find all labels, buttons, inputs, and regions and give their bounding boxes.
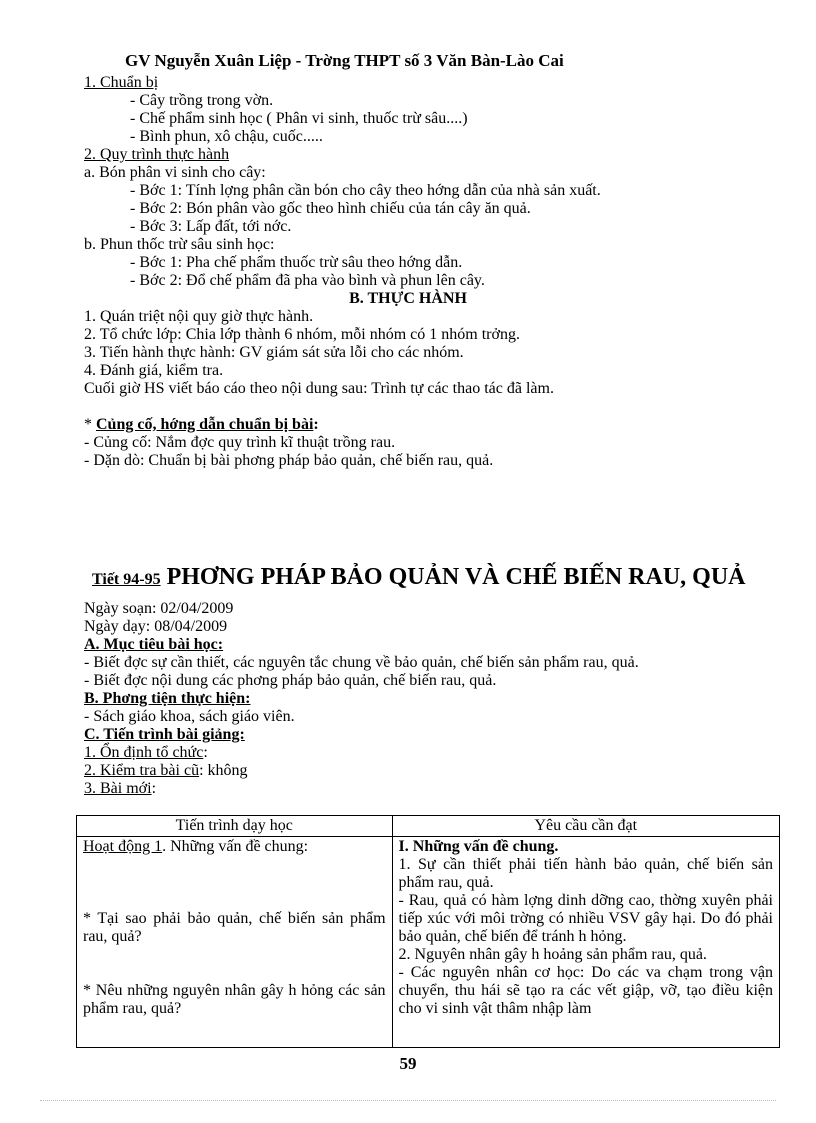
col-header-process: Tiến trình dạy học [77, 816, 393, 837]
requirement-paragraph: 2. Nguyên nhân gây h hoảng sản phẩm rau, quả. [398, 946, 707, 963]
prep-item: - Chế phẩm sinh học ( Phân vi sinh, thuốc trừ sâu....) [130, 110, 468, 127]
process-a-step: - Bớc 3: Lấp đất, tới nớc. [130, 218, 292, 235]
consolidate-item: - Dặn dò: Chuẩn bị bài phơng pháp bảo quản, chế biến rau, quả. [84, 452, 494, 469]
practice-item: 3. Tiến hành thực hành: GV giám sát sửa lỗi cho các nhóm. [84, 344, 464, 361]
process-a-step: - Bớc 1: Tính lợng phân cần bón cho cây theo hớng dẫn của nhà sản xuất. [130, 182, 601, 199]
prep-item: - Bình phun, xô chậu, cuốc..... [130, 128, 323, 145]
requirements-cell [392, 837, 779, 1048]
process-b-step: - Bớc 1: Pha chế phẩm thuốc trừ sâu theo hớng dẫn. [130, 254, 463, 271]
objective-item: - Biết đợc sự cần thiết, các nguyên tắc chung về bảo quản, chế biến sản phẩm rau, quả. [84, 654, 639, 671]
objective-item: - Biết đợc nội dung các phơng pháp bảo quản, chế biến rau, quả. [84, 672, 497, 689]
date-prepared: Ngày soạn: 02/04/2009 [84, 600, 234, 617]
procedure-step-2: 2. Kiểm tra bài cũ: không [84, 762, 248, 779]
practice-heading: B. THỰC HÀNH [349, 290, 467, 307]
procedure-step-1: 1. Ổn định tổ chức: [84, 744, 208, 761]
process-heading: 2. Quy trình thực hành [84, 146, 230, 163]
prep-item: - Cây trồng trong vờn. [130, 92, 274, 109]
activity-title: Hoạt động 1. Những vấn đề chung: [83, 838, 309, 855]
date-taught: Ngày dạy: 08/04/2009 [84, 618, 228, 635]
question-2: * Nêu những nguyên nhân gây h hỏng các sản phẩm rau, quả? [83, 982, 386, 1017]
practice-item: 2. Tổ chức lớp: Chia lớp thành 6 nhóm, mỗi nhóm có 1 nhóm trởng. [84, 326, 520, 343]
lesson-period: Tiết 94-95 [92, 571, 161, 588]
section-title: I. Những vấn đề chung. [398, 838, 559, 855]
requirement-paragraph: - Các nguyên nhân cơ học: Do các va chạm trong vận chuyển, thu hái sẽ tạo ra các vết giập, vỡ, tạo điều kiện cho vi sinh vật thâm nhập làm [398, 964, 773, 1017]
process-a-step: - Bớc 2: Bón phân vào gốc theo hình chiếu của tán cây ăn quả. [130, 200, 531, 217]
lesson-title: Tiết 94-95 PHƠNG PHÁP BẢO QUẢN VÀ CHẾ BIẾN RAU, QUẢ [92, 564, 746, 590]
practice-closing: Cuối giờ HS viết báo cáo theo nội dung sau: Trình tự các thao tác đã làm. [84, 380, 554, 397]
requirement-paragraph: - Rau, quả có hàm lợng dinh dỡng cao, thờng xuyên phải tiếp xúc với môi trờng có nhiều VSV gây hại. Do đó phải bảo quản, chế biến để tránh h hỏng. [398, 892, 773, 945]
col-header-requirements: Yêu cầu cần đạt [392, 816, 779, 837]
lesson-table [76, 815, 780, 1048]
materials-item: - Sách giáo khoa, sách giáo viên. [84, 708, 295, 725]
procedure-heading: C. Tiến trình bài giảng: [84, 726, 245, 743]
process-b-title: b. Phun thốc trừ sâu sinh học: [84, 236, 275, 253]
practice-item: 4. Đánh giá, kiểm tra. [84, 362, 224, 379]
objectives-heading: A. Mục tiêu bài học: [84, 636, 224, 653]
process-b-step: - Bớc 2: Đổ chế phẩm đã pha vào bình và phun lên cây. [130, 272, 485, 289]
materials-heading: B. Phơng tiện thực hiện: [84, 690, 251, 707]
consolidate-heading: * Củng cố, hớng dẫn chuẩn bị bài: [84, 416, 319, 433]
requirement-paragraph: 1. Sự cần thiết phải tiến hành bảo quản, chế biến sản phẩm rau, quả. [398, 856, 773, 891]
practice-item: 1. Quán triệt nội quy giờ thực hành. [84, 308, 314, 325]
process-a-title: a. Bón phân vi sinh cho cây: [84, 164, 266, 181]
table-row [77, 837, 780, 1048]
question-1: * Tại sao phải bảo quản, chế biến sản phẩm rau, quả? [83, 910, 386, 945]
process-cell [77, 837, 393, 1048]
consolidate-item: - Củng cố: Nắm đợc quy trình kĩ thuật trồng rau. [84, 434, 396, 451]
footer-divider [40, 1100, 776, 1101]
table-header-row [77, 816, 780, 837]
prep-heading: 1. Chuẩn bị [84, 74, 159, 91]
page-number: 59 [399, 1054, 417, 1073]
procedure-step-3: 3. Bài mới: [84, 780, 157, 797]
page-header: GV Nguyễn Xuân Liệp - Trờng THPT số 3 Văn Bàn-Lào Cai [125, 51, 564, 70]
